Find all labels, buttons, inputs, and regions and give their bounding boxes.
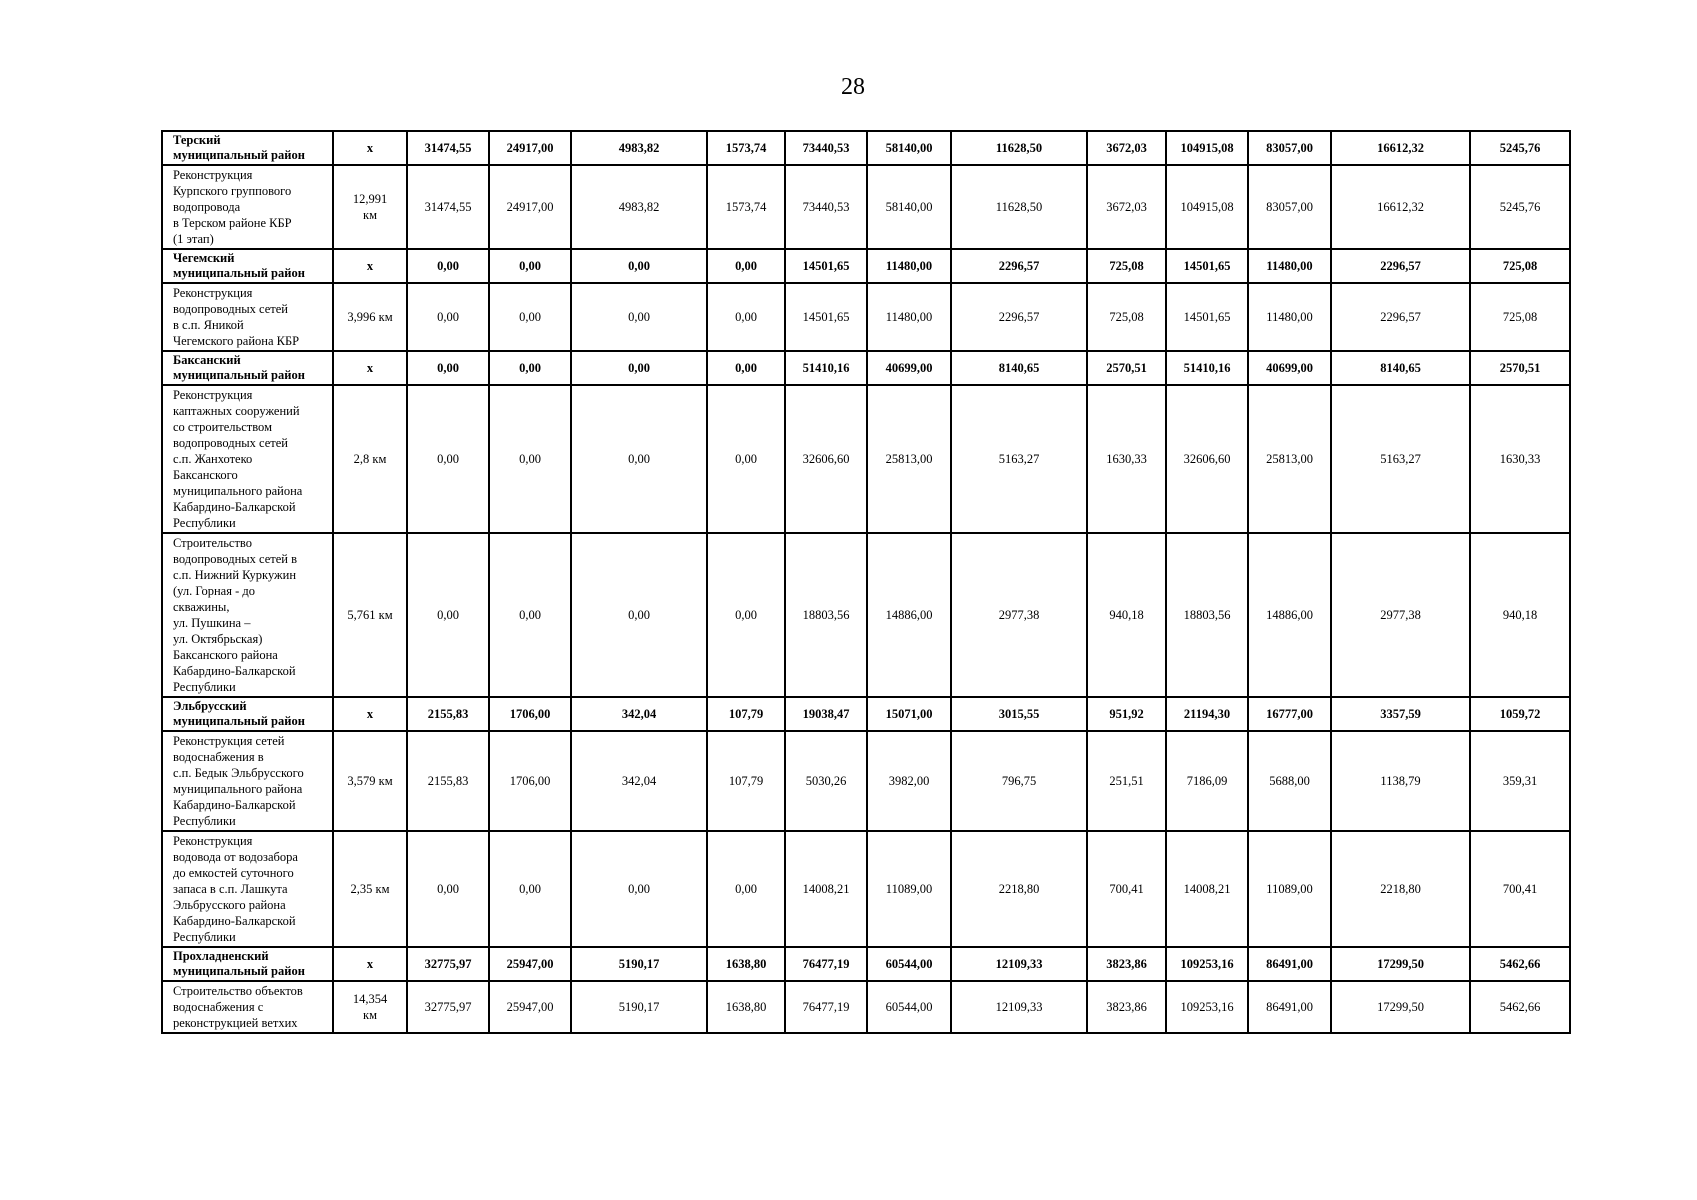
value-cell: 0,00: [489, 831, 571, 947]
value-cell: 2218,80: [1331, 831, 1470, 947]
value-cell: 0,00: [571, 249, 707, 283]
value-cell: 2296,57: [1331, 249, 1470, 283]
value-cell: 58140,00: [867, 165, 951, 249]
value-cell: 0,00: [489, 385, 571, 533]
project-row: [162, 165, 1570, 249]
value-cell: 11089,00: [867, 831, 951, 947]
value-cell: 951,92: [1087, 697, 1166, 731]
value-cell: 51410,16: [1166, 351, 1248, 385]
value-cell: 0,00: [407, 249, 489, 283]
value-cell: 8140,65: [951, 351, 1087, 385]
value-cell: 725,08: [1087, 249, 1166, 283]
value-cell: 940,18: [1087, 533, 1166, 697]
value-cell: 8140,65: [1331, 351, 1470, 385]
value-cell: 40699,00: [1248, 351, 1331, 385]
row-name-cell: Реконструкция каптажных сооружений со строительством водопроводных сетей с.п. Жанхотеко Баксанского муниципального района Кабардино-Балкарской Республики: [162, 385, 333, 533]
value-cell: 0,00: [407, 351, 489, 385]
value-cell: 11628,50: [951, 165, 1087, 249]
project-row: [162, 283, 1570, 351]
value-cell: 5163,27: [951, 385, 1087, 533]
value-cell: 2570,51: [1470, 351, 1570, 385]
value-cell: 14501,65: [785, 283, 867, 351]
value-cell: 0,00: [707, 351, 785, 385]
value-cell: 12109,33: [951, 981, 1087, 1033]
value-cell: 0,00: [707, 385, 785, 533]
value-cell: 83057,00: [1248, 131, 1331, 165]
length-cell: х: [333, 131, 407, 165]
value-cell: 14008,21: [785, 831, 867, 947]
value-cell: 86491,00: [1248, 947, 1331, 981]
row-name-cell: Прохладненский муниципальный район: [162, 947, 333, 981]
value-cell: 2296,57: [1331, 283, 1470, 351]
value-cell: 32775,97: [407, 947, 489, 981]
value-cell: 60544,00: [867, 981, 951, 1033]
value-cell: 3823,86: [1087, 981, 1166, 1033]
length-cell: х: [333, 697, 407, 731]
value-cell: 86491,00: [1248, 981, 1331, 1033]
value-cell: 0,00: [407, 283, 489, 351]
value-cell: 16612,32: [1331, 131, 1470, 165]
row-name-cell: Терский муниципальный район: [162, 131, 333, 165]
value-cell: 1638,80: [707, 981, 785, 1033]
row-name-cell: Строительство объектов водоснабжения с реконструкцией ветхих: [162, 981, 333, 1033]
value-cell: 3357,59: [1331, 697, 1470, 731]
value-cell: 0,00: [407, 831, 489, 947]
value-cell: 14501,65: [1166, 249, 1248, 283]
value-cell: 1059,72: [1470, 697, 1570, 731]
value-cell: 700,41: [1470, 831, 1570, 947]
value-cell: 2296,57: [951, 249, 1087, 283]
value-cell: 14886,00: [867, 533, 951, 697]
length-cell: 3,579 км: [333, 731, 407, 831]
value-cell: 3672,03: [1087, 131, 1166, 165]
value-cell: 18803,56: [1166, 533, 1248, 697]
value-cell: 3982,00: [867, 731, 951, 831]
value-cell: 73440,53: [785, 131, 867, 165]
table-body: [162, 131, 1570, 1033]
value-cell: 7186,09: [1166, 731, 1248, 831]
district-total-row: [162, 697, 1570, 731]
value-cell: 1706,00: [489, 697, 571, 731]
length-cell: 2,8 км: [333, 385, 407, 533]
project-row: [162, 831, 1570, 947]
row-name-cell: Реконструкция водовода от водозабора до емкостей суточного запаса в с.п. Лашкута Эльбрусского района Кабардино-Балкарской Республики: [162, 831, 333, 947]
value-cell: 0,00: [707, 249, 785, 283]
value-cell: 32606,60: [785, 385, 867, 533]
value-cell: 725,08: [1087, 283, 1166, 351]
value-cell: 14501,65: [1166, 283, 1248, 351]
value-cell: 725,08: [1470, 283, 1570, 351]
value-cell: 83057,00: [1248, 165, 1331, 249]
value-cell: 342,04: [571, 731, 707, 831]
project-row: [162, 385, 1570, 533]
value-cell: 11089,00: [1248, 831, 1331, 947]
value-cell: 31474,55: [407, 165, 489, 249]
value-cell: 1138,79: [1331, 731, 1470, 831]
value-cell: 17299,50: [1331, 947, 1470, 981]
district-total-row: [162, 947, 1570, 981]
value-cell: 0,00: [571, 831, 707, 947]
value-cell: 2155,83: [407, 697, 489, 731]
project-row: [162, 981, 1570, 1033]
value-cell: 5190,17: [571, 947, 707, 981]
value-cell: 1573,74: [707, 165, 785, 249]
value-cell: 11480,00: [1248, 249, 1331, 283]
row-name-cell: Баксанский муниципальный район: [162, 351, 333, 385]
value-cell: 1630,33: [1087, 385, 1166, 533]
value-cell: 2570,51: [1087, 351, 1166, 385]
value-cell: 32775,97: [407, 981, 489, 1033]
value-cell: 32606,60: [1166, 385, 1248, 533]
project-row: [162, 533, 1570, 697]
value-cell: 5245,76: [1470, 165, 1570, 249]
value-cell: 796,75: [951, 731, 1087, 831]
value-cell: 0,00: [571, 351, 707, 385]
value-cell: 12109,33: [951, 947, 1087, 981]
value-cell: 0,00: [407, 385, 489, 533]
value-cell: 0,00: [407, 533, 489, 697]
value-cell: 3015,55: [951, 697, 1087, 731]
value-cell: 58140,00: [867, 131, 951, 165]
value-cell: 40699,00: [867, 351, 951, 385]
value-cell: 51410,16: [785, 351, 867, 385]
value-cell: 0,00: [571, 385, 707, 533]
length-cell: 3,996 км: [333, 283, 407, 351]
value-cell: 109253,16: [1166, 981, 1248, 1033]
value-cell: 0,00: [489, 283, 571, 351]
value-cell: 5462,66: [1470, 981, 1570, 1033]
district-total-row: [162, 351, 1570, 385]
value-cell: 2977,38: [951, 533, 1087, 697]
value-cell: 73440,53: [785, 165, 867, 249]
value-cell: 76477,19: [785, 981, 867, 1033]
value-cell: 0,00: [489, 249, 571, 283]
value-cell: 5030,26: [785, 731, 867, 831]
value-cell: 104915,08: [1166, 131, 1248, 165]
value-cell: 2155,83: [407, 731, 489, 831]
value-cell: 19038,47: [785, 697, 867, 731]
value-cell: 107,79: [707, 731, 785, 831]
value-cell: 2218,80: [951, 831, 1087, 947]
value-cell: 0,00: [571, 533, 707, 697]
length-cell: х: [333, 351, 407, 385]
value-cell: 14886,00: [1248, 533, 1331, 697]
length-cell: х: [333, 947, 407, 981]
value-cell: 18803,56: [785, 533, 867, 697]
value-cell: 24917,00: [489, 131, 571, 165]
value-cell: 109253,16: [1166, 947, 1248, 981]
value-cell: 17299,50: [1331, 981, 1470, 1033]
value-cell: 31474,55: [407, 131, 489, 165]
value-cell: 342,04: [571, 697, 707, 731]
value-cell: 5245,76: [1470, 131, 1570, 165]
value-cell: 940,18: [1470, 533, 1570, 697]
value-cell: 25813,00: [867, 385, 951, 533]
row-name-cell: Эльбрусский муниципальный район: [162, 697, 333, 731]
value-cell: 0,00: [707, 831, 785, 947]
value-cell: 3823,86: [1087, 947, 1166, 981]
value-cell: 104915,08: [1166, 165, 1248, 249]
row-name-cell: Реконструкция водопроводных сетей в с.п. Яникой Чегемского района КБР: [162, 283, 333, 351]
project-row: [162, 731, 1570, 831]
value-cell: 16777,00: [1248, 697, 1331, 731]
length-cell: 14,354 км: [333, 981, 407, 1033]
value-cell: 4983,82: [571, 131, 707, 165]
length-cell: 5,761 км: [333, 533, 407, 697]
value-cell: 1638,80: [707, 947, 785, 981]
value-cell: 725,08: [1470, 249, 1570, 283]
value-cell: 24917,00: [489, 165, 571, 249]
value-cell: 25947,00: [489, 947, 571, 981]
value-cell: 0,00: [571, 283, 707, 351]
row-name-cell: Чегемский муниципальный район: [162, 249, 333, 283]
value-cell: 25947,00: [489, 981, 571, 1033]
value-cell: 0,00: [707, 283, 785, 351]
value-cell: 15071,00: [867, 697, 951, 731]
value-cell: 0,00: [489, 351, 571, 385]
value-cell: 25813,00: [1248, 385, 1331, 533]
district-total-row: [162, 131, 1570, 165]
value-cell: 11480,00: [867, 283, 951, 351]
value-cell: 21194,30: [1166, 697, 1248, 731]
value-cell: 11628,50: [951, 131, 1087, 165]
value-cell: 5462,66: [1470, 947, 1570, 981]
value-cell: 4983,82: [571, 165, 707, 249]
value-cell: 11480,00: [867, 249, 951, 283]
page-number: 28: [841, 74, 865, 100]
length-cell: 12,991 км: [333, 165, 407, 249]
value-cell: 251,51: [1087, 731, 1166, 831]
length-cell: 2,35 км: [333, 831, 407, 947]
value-cell: 5688,00: [1248, 731, 1331, 831]
value-cell: 1573,74: [707, 131, 785, 165]
value-cell: 2977,38: [1331, 533, 1470, 697]
value-cell: 3672,03: [1087, 165, 1166, 249]
investment-table: [161, 130, 1571, 1034]
value-cell: 2296,57: [951, 283, 1087, 351]
length-cell: х: [333, 249, 407, 283]
value-cell: 107,79: [707, 697, 785, 731]
value-cell: 700,41: [1087, 831, 1166, 947]
value-cell: 5163,27: [1331, 385, 1470, 533]
value-cell: 0,00: [707, 533, 785, 697]
value-cell: 359,31: [1470, 731, 1570, 831]
row-name-cell: Реконструкция сетей водоснабжения в с.п. Бедык Эльбрусского муниципального района Кабардино-Балкарской Республики: [162, 731, 333, 831]
value-cell: 5190,17: [571, 981, 707, 1033]
district-total-row: [162, 249, 1570, 283]
value-cell: 14501,65: [785, 249, 867, 283]
row-name-cell: Реконструкция Курпского группового водопровода в Терском районе КБР (1 этап): [162, 165, 333, 249]
value-cell: 11480,00: [1248, 283, 1331, 351]
value-cell: 1630,33: [1470, 385, 1570, 533]
value-cell: 14008,21: [1166, 831, 1248, 947]
row-name-cell: Строительство водопроводных сетей в с.п. Нижний Куркужин (ул. Горная - до скважины, ул. Пушкина – ул. Октябрьская) Баксанского района Кабардино-Балкарской Республики: [162, 533, 333, 697]
value-cell: 60544,00: [867, 947, 951, 981]
value-cell: 0,00: [489, 533, 571, 697]
value-cell: 76477,19: [785, 947, 867, 981]
value-cell: 16612,32: [1331, 165, 1470, 249]
value-cell: 1706,00: [489, 731, 571, 831]
